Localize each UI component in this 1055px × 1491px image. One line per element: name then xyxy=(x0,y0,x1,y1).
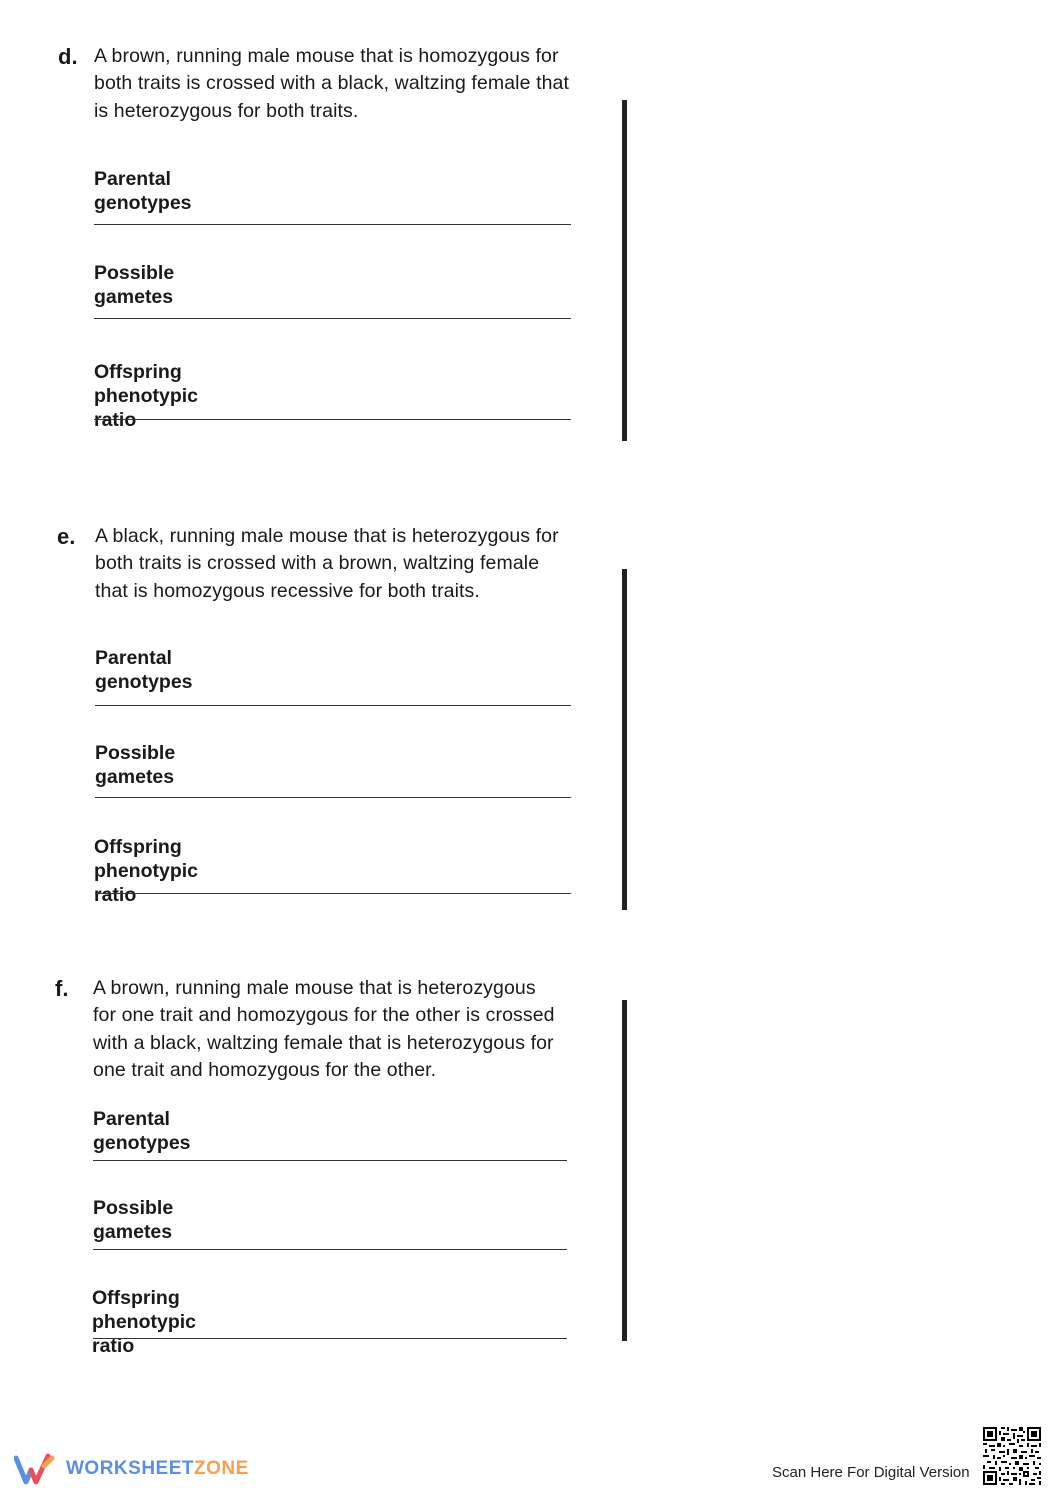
offspring-ratio-answer-line[interactable] xyxy=(94,419,571,420)
worksheetzone-logo[interactable] xyxy=(14,1452,249,1486)
punnett-row xyxy=(623,101,627,186)
punnett-row xyxy=(623,740,627,825)
offspring-ratio-label: Offspring phenotypic ratio xyxy=(94,836,199,906)
question-letter: e. xyxy=(57,524,76,549)
punnett-cell[interactable] xyxy=(626,1001,627,1086)
possible-gametes-answer-line[interactable] xyxy=(95,797,571,798)
possible-gametes-answer-line[interactable] xyxy=(94,318,571,319)
punnett-row xyxy=(623,825,627,910)
punnett-square xyxy=(622,569,627,910)
offspring-ratio-label: Offspring phenotypic ratio xyxy=(92,1287,197,1357)
brand-name xyxy=(66,1458,249,1480)
brand-name-secondary: ZONE xyxy=(194,1458,249,1479)
parental-genotypes-answer-line[interactable] xyxy=(95,705,571,706)
parental-genotypes-label: Parental genotypes xyxy=(95,647,193,693)
brand-name-primary: WORKSHEET xyxy=(66,1458,194,1479)
punnett-row xyxy=(623,1171,627,1256)
punnett-row xyxy=(623,570,627,655)
scan-caption: Scan Here For Digital Version xyxy=(772,1464,970,1481)
worksheetzone-logo-icon xyxy=(14,1452,60,1486)
parental-genotypes-answer-line[interactable] xyxy=(93,1160,567,1161)
question-text: A brown, running male mouse that is homozygous for both traits is crossed with a black, waltzing female that is heterozygous for both traits. xyxy=(94,45,569,122)
punnett-cell[interactable] xyxy=(626,570,627,655)
offspring-ratio-label: Offspring phenotypic ratio xyxy=(94,361,199,431)
punnett-row xyxy=(623,1001,627,1086)
punnett-row xyxy=(623,1256,627,1341)
question-text: A black, running male mouse that is heterozygous for both traits is crossed with a brown, waltzing female that is homozygous recessive for both traits. xyxy=(95,525,559,602)
punnett-row xyxy=(623,356,627,441)
punnett-square xyxy=(622,1000,627,1341)
question-text: A brown, running male mouse that is heterozygous for one trait and homozygous for the other is crossed with a black, waltzing female that is heterozygous for one trait and homozygous for the other. xyxy=(93,977,555,1081)
offspring-ratio-answer-line[interactable] xyxy=(95,893,571,894)
punnett-cell[interactable] xyxy=(626,1256,627,1341)
offspring-ratio-answer-line[interactable] xyxy=(93,1338,567,1339)
punnett-cell[interactable] xyxy=(626,1171,627,1256)
qr-code-icon[interactable] xyxy=(983,1427,1041,1485)
question-letter: d. xyxy=(58,44,78,69)
punnett-cell[interactable] xyxy=(626,1086,627,1171)
punnett-cell[interactable] xyxy=(626,101,627,186)
punnett-cell[interactable] xyxy=(626,356,627,441)
possible-gametes-label: Possible gametes xyxy=(95,742,176,788)
punnett-row xyxy=(623,1086,627,1171)
punnett-row xyxy=(623,186,627,271)
punnett-cell[interactable] xyxy=(626,271,627,356)
parental-genotypes-label: Parental genotypes xyxy=(94,168,192,214)
question-letter: f. xyxy=(55,976,69,1001)
punnett-square xyxy=(622,100,627,441)
punnett-cell[interactable] xyxy=(626,655,627,740)
possible-gametes-answer-line[interactable] xyxy=(93,1249,567,1250)
parental-genotypes-answer-line[interactable] xyxy=(94,224,571,225)
punnett-row xyxy=(623,655,627,740)
punnett-cell[interactable] xyxy=(626,186,627,271)
parental-genotypes-label: Parental genotypes xyxy=(93,1108,191,1154)
punnett-cell[interactable] xyxy=(626,740,627,825)
possible-gametes-label: Possible gametes xyxy=(93,1197,174,1243)
punnett-row xyxy=(623,271,627,356)
punnett-cell[interactable] xyxy=(626,825,627,910)
possible-gametes-label: Possible gametes xyxy=(94,262,175,308)
